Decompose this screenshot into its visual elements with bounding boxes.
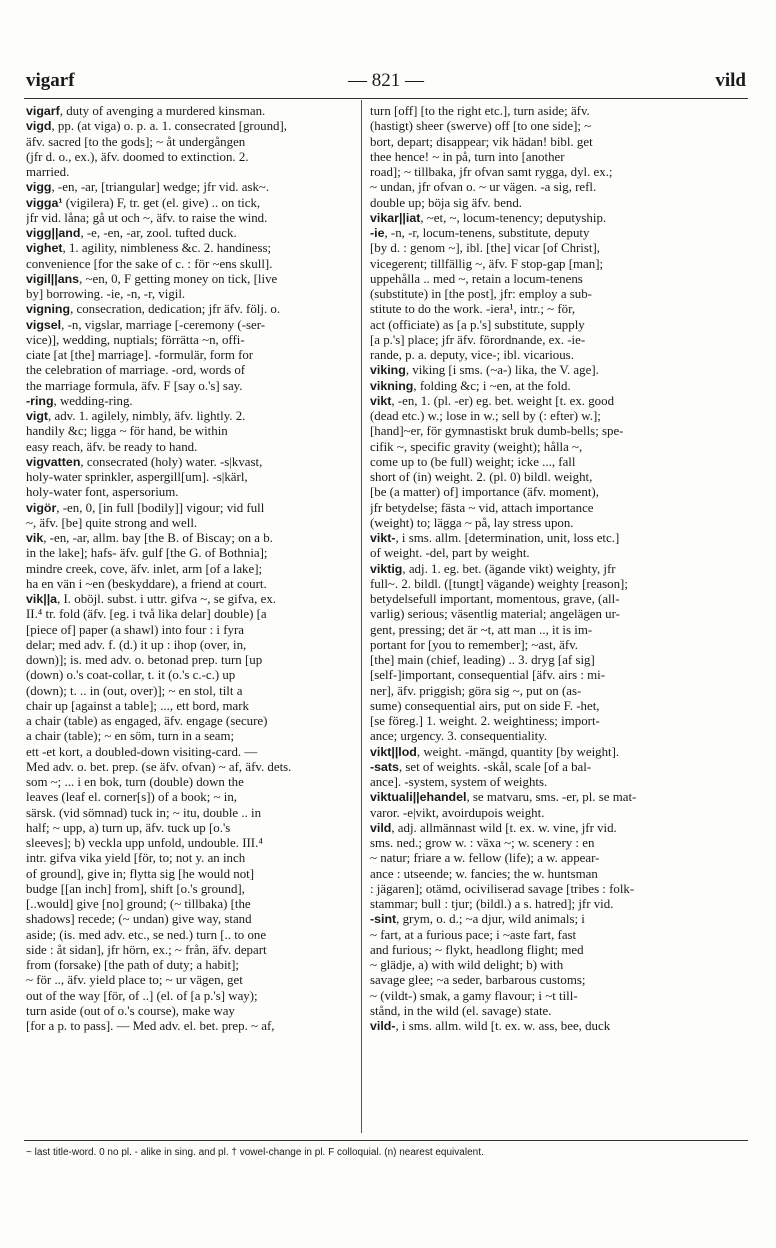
left-column-line: Med adv. o. bet. prep. (se äfv. ofvan) ~ af, äfv. dets.	[26, 759, 292, 774]
right-column-line: sms. ned.; grow w. : växa ~; w. scenery : en	[370, 836, 595, 850]
right-column-line: stammar; bull : tjur; (bildl.) a s. hatred]; jfr vid.	[370, 897, 614, 911]
left-column-line: turn aside (out of o.'s course), make way	[26, 1003, 235, 1018]
right-column-line: vicegerent; tillfällig ~, äfv. F stop-gap [man];	[370, 256, 604, 271]
right-column-line: [the] main (chief, leading) .. 3. dryg [af sig]	[370, 653, 595, 667]
right-column-line: act (officiate) as [a p.'s] substitute, supply	[370, 317, 585, 332]
right-column-line: -ie, -n, -r, locum-tenens, substitute, deputy	[370, 226, 590, 240]
left-column-line: vigör, -en, 0, [in full [bodily]] vigour; vid full	[26, 500, 265, 515]
right-column-line: vikt||lod, weight. -mängd, quantity [by weight].	[370, 744, 620, 759]
right-column-line: vild, adj. allmännast wild [t. ex. w. vine, jfr vid.	[370, 820, 617, 835]
left-column-line: leaves (leaf el. corner[s]) of a book; ~ in,	[26, 790, 237, 805]
left-column-line: half; ~ upp, a) turn up, äfv. tuck up [o.'s	[26, 820, 231, 835]
right-column-line: (hastigt) sheer (swerve) off [to one side]; ~	[370, 119, 592, 134]
right-column-line: stitute to do the work. -iera¹, intr.; ~ för,	[370, 302, 576, 317]
left-column-line: by] borrowing. -ie, -n, -r, vigil.	[26, 287, 186, 301]
right-column-line: vikar||iat, ~et, ~, locum-tenency; deputyship.	[370, 210, 607, 225]
right-column-line: -sats, set of weights. -skål, scale [of a bal-	[370, 759, 592, 774]
right-column-line: turn [off] [to the right etc.], turn aside; äfv.	[370, 104, 590, 118]
left-column-line: ~, äfv. [be] quite strong and well.	[26, 515, 198, 530]
right-column-line: ~ (vildt-) smak, a gamy flavour; i ~t till-	[370, 988, 578, 1003]
right-column-line: (dead etc.) w.; lose in w.; sell by (: efter) w.];	[370, 409, 601, 423]
right-column-line: short of (in) weight. 2. (pl. 0) bildl. weight,	[370, 470, 593, 484]
left-column-line: chair up [against a table]; ..., ett bord, mark	[26, 698, 249, 713]
left-column-line: äfv. sacred [to the gods]; ~ åt undergången	[26, 134, 246, 149]
left-column-line: vik||a, I. oböjl. subst. i uttr. gifva ~, se gifva, ex.	[26, 592, 276, 606]
left-column-line: convenience [for the sake of c. : för ~ens skull].	[26, 256, 273, 271]
right-column-line: uppehålla .. med ~, retain a locum-tenens	[370, 271, 583, 286]
left-column-line: sleeves]; b) veckla upp unfold, undouble. III.⁴	[26, 836, 263, 850]
right-column-line: rande, p. a. deputy, vice-; ibl. vicarious.	[370, 348, 574, 362]
left-column-line: out of the way [för, of ..] (el. of [a p.'s] way);	[26, 988, 258, 1003]
left-column-line: -ring, wedding-ring.	[26, 393, 133, 408]
left-column-line: side : åt sidan], jfr hörn, ex.; ~ från, äfv. depart	[26, 942, 267, 957]
right-column-line: savage glee; ~a seder, barbarous customs;	[370, 973, 586, 988]
left-column-line: ~ för .., äfv. yield place to; ~ ur vägen, get	[26, 973, 243, 988]
right-column-line: portant for [you to remember]; ~ast, äfv.	[370, 637, 579, 652]
right-column-line: [se föreg.] 1. weight. 2. weightiness; import-	[370, 714, 600, 728]
left-column-line: [..would] give [no] ground; (~ tillbaka) [the	[26, 897, 251, 911]
right-column-line: : jägaren]; otämd, ociviliserad savage [tribes : folk-	[370, 881, 635, 896]
left-column-line: budge [[an inch] from], shift [o.'s ground],	[26, 881, 245, 896]
right-column-line: double up; böja sig äfv. bend.	[370, 195, 523, 210]
right-column-line: sume) consequential airs, put on side F. -het,	[370, 698, 600, 713]
left-column-line: vigil||ans, ~en, 0, F getting money on tick, [live	[26, 271, 278, 286]
left-column-line: som ~; ... i en bok, turn (double) down the	[26, 775, 244, 789]
left-column-line: (jfr d. o., ex.), äfv. doomed to extinction. 2.	[26, 149, 249, 164]
left-column-line: a chair (table); ~ en söm, turn in a seam;	[26, 729, 235, 744]
left-column-line: intr. gifva vika yield [för, to; not y. an inch	[26, 851, 246, 866]
left-column-line: ciate [at [the] marriage]. -formulär, form for	[26, 348, 254, 362]
left-column-line: mindre creek, cove, äfv. inlet, arm [of a lake];	[26, 561, 263, 576]
right-column-line: -sint, grym, o. d.; ~a djur, wild animals; i	[370, 912, 585, 927]
left-column-line: ha en vän i ~en (beskyddare), a friend at court.	[26, 576, 267, 591]
left-column-line: vigsel, -n, vigslar, marriage [-ceremony (-ser-	[26, 317, 266, 332]
left-column-line: holy-water font, aspersorium.	[26, 485, 179, 500]
right-column-line: stånd, in the wild (el. savage) state.	[370, 1003, 552, 1018]
left-column-line: ett -et kort, a doubled-down visiting-card. —	[26, 744, 258, 759]
left-column-line: married.	[26, 165, 70, 179]
left-column-line: särsk. (vid sömnad) tuck in; ~ itu, double .. in	[26, 805, 262, 820]
left-column-line: aside; (is. med adv. etc., se ned.) turn [.. to one	[26, 927, 267, 942]
right-column-line: ~ natur; friare a w. fellow (life); a w. appear-	[370, 851, 600, 866]
header-right-guide-word: vild	[715, 70, 746, 91]
right-column-line: gent, pressing; det är ~t, att man .., it is im-	[370, 622, 593, 637]
right-column-line: [a p.'s] place; jfr äfv. förordnande, ex. -ie-	[370, 332, 586, 347]
left-column-line: shadows] recede; (~ undan) give way, stand	[26, 912, 252, 927]
right-column-line: vikning, folding &c; i ~en, at the fold.	[370, 378, 571, 393]
right-column-line: varor. -e|vikt, avoirdupois weight.	[370, 805, 545, 820]
left-column-line: [piece of] paper (a shawl) into four : i fyra	[26, 622, 244, 637]
right-column-line: and furious; ~ flykt, headlong flight; med	[370, 942, 584, 957]
left-column-line: vigd, pp. (at viga) o. p. a. 1. consecrated [ground],	[26, 119, 288, 134]
column-divider	[361, 100, 362, 1133]
right-column-line: [by d. : genom ~], ibl. [the] vicar [of Christ],	[370, 241, 600, 256]
left-column-line: vigga¹ (vigilera) F, tr. get (el. give) .. on tick,	[26, 195, 261, 210]
right-column-line: viktuali||ehandel, se matvaru, sms. -er, pl. se mat-	[370, 790, 637, 805]
left-column-line: II.⁴ tr. fold (äfv. [eg. i två lika delar] double) [a	[26, 607, 267, 622]
page-header	[24, 70, 748, 94]
right-column-line: varlig) serious; väsentlig material; angelägen ur-	[370, 607, 620, 622]
left-column-line: the marriage formula, äfv. F [say o.'s] say.	[26, 378, 243, 393]
right-column-line: ance]. -system, system of weights.	[370, 775, 548, 789]
right-column-line: ner], äfv. priggish; göra sig ~, put on (as-	[370, 683, 582, 698]
right-column-line: thee hence! ~ in på, turn into [another	[370, 149, 565, 164]
right-column-line: betydelsefull important, momentous, grave, (all-	[370, 592, 620, 606]
right-column-line: ance; urgency. 3. consequentiality.	[370, 729, 548, 744]
left-column-line: a chair (table) as engaged, äfv. engage (secure)	[26, 714, 268, 728]
left-column-line: vik, -en, -ar, allm. bay [the B. of Biscay; on a b.	[26, 531, 273, 545]
left-column-line: (down); t. .. in (out, over)]; ~ en stol, tilt a	[26, 683, 243, 698]
page-number: — 821 —	[348, 70, 424, 91]
right-column-line: vikt, -en, 1. (pl. -er) eg. bet. weight [t. ex. good	[370, 393, 615, 408]
left-column-line: jfr vid. låna; gå ut och ~, äfv. to raise the wind.	[26, 210, 268, 225]
left-column-line: vigt, adv. 1. agilely, nimbly, äfv. lightly. 2.	[26, 409, 246, 423]
left-column-line: vigg, -en, -ar, [triangular] wedge; jfr vid. ask~.	[26, 180, 270, 195]
right-column-line: [self-]important, consequential [äfv. airs : mi-	[370, 668, 606, 683]
right-column-line: ance : utseende; w. fancies; the w. huntsman	[370, 866, 598, 881]
left-column-line: vigning, consecration, dedication; jfr äfv. följ. o.	[26, 302, 281, 317]
left-column-line: in the lake]; hafs- äfv. gulf [the G. of Bothnia];	[26, 546, 268, 561]
left-column-line: handily &c; ligga ~ för hand, be within	[26, 424, 228, 439]
left-column-line: vice)], wedding, nuptials; förrätta ~n, offi-	[26, 332, 245, 347]
left-column-line: vigg||and, -e, -en, -ar, zool. tufted duck.	[26, 226, 237, 240]
left-column-line: holy-water sprinkler, aspergill[um]. -s|kärl,	[26, 470, 248, 484]
left-column-line: vigvatten, consecrated (holy) water. -s|kvast,	[26, 454, 263, 469]
left-column-line: down)]; is. med adv. o. betonad prep. turn [up	[26, 653, 263, 667]
left-column-line: vigarf, duty of avenging a murdered kinsman.	[26, 104, 266, 118]
abbreviation-legend: ~ last title-word. 0 no pl. - alike in sing. and pl. † vowel-change in pl. F colloquial. (n) nearest equivalent.	[26, 1147, 484, 1158]
right-column-line: of weight. -del, part by weight.	[370, 546, 530, 561]
right-column	[370, 104, 748, 1034]
right-column-line: ~ glädje, a) with wild delight; b) with	[370, 958, 564, 972]
right-column-line: (substitute) in [the post], jfr: employ a sub-	[370, 287, 592, 301]
right-column-line: viktig, adj. 1. eg. bet. (ägande vikt) weighty, jfr	[370, 561, 616, 576]
header-left-guide-word: vigarf	[26, 70, 75, 91]
footer-rule	[24, 1140, 748, 1141]
right-column-line: vild-, i sms. allm. wild [t. ex. w. ass, bee, duck	[370, 1019, 611, 1033]
right-column-line: viking, viking [i sms. (~a-) lika, the V. age].	[370, 363, 599, 378]
left-column-line: the celebration of marriage. -ord, words of	[26, 363, 246, 378]
right-column-line: cifik ~, specific gravity (weight); hålla ~,	[370, 439, 583, 454]
left-column-line: [for a p. to pass]. — Med adv. el. bet. prep. ~ af,	[26, 1019, 275, 1033]
right-column-line: road]; ~ tillbaka, jfr ofvan samt rygga, dyl. ex.;	[370, 165, 613, 179]
right-column-line: vikt-, i sms. allm. [determination, unit, loss etc.]	[370, 531, 620, 545]
right-column-line: ~ fart, at a furious pace; i ~aste fart, fast	[370, 927, 577, 942]
left-column	[26, 104, 376, 1034]
header-rule	[24, 98, 748, 99]
right-column-line: [hand]~er, för gymnastiskt bruk dumb-bells; spe-	[370, 424, 624, 439]
right-column-line: come up to (be full) weight; icke ..., fall	[370, 454, 576, 469]
left-column-line: of ground], give in; flytta sig [he would not]	[26, 866, 255, 881]
right-column-line: ~ undan, jfr ofvan o. ~ ur vägen. -a sig, refl.	[370, 180, 597, 195]
right-column-line: bort, depart; disappear; vik hädan! bibl. get	[370, 134, 593, 149]
left-column-line: vighet, 1. agility, nimbleness &c. 2. handiness;	[26, 241, 272, 256]
right-column-line: jfr betydelse; fästa ~ vid, attach importance	[370, 500, 594, 515]
left-column-line: delar; med adv. f. (d.) it up : ihop (over, in,	[26, 637, 247, 652]
right-column-line: [be (a matter) of] importance (äfv. moment),	[370, 485, 599, 500]
right-column-line: (weight) to; lägga ~ på, lay stress upon.	[370, 515, 574, 530]
left-column-line: (down) o.'s coat-collar, t. it (o.'s c.-c.) up	[26, 668, 236, 683]
left-column-line: easy reach, äfv. be ready to hand.	[26, 439, 198, 454]
right-column-line: full~. 2. bildl. ([tungt] vägande) weighty [reason];	[370, 576, 628, 591]
left-column-line: from (forsake) [the path of duty; a habit];	[26, 958, 239, 972]
